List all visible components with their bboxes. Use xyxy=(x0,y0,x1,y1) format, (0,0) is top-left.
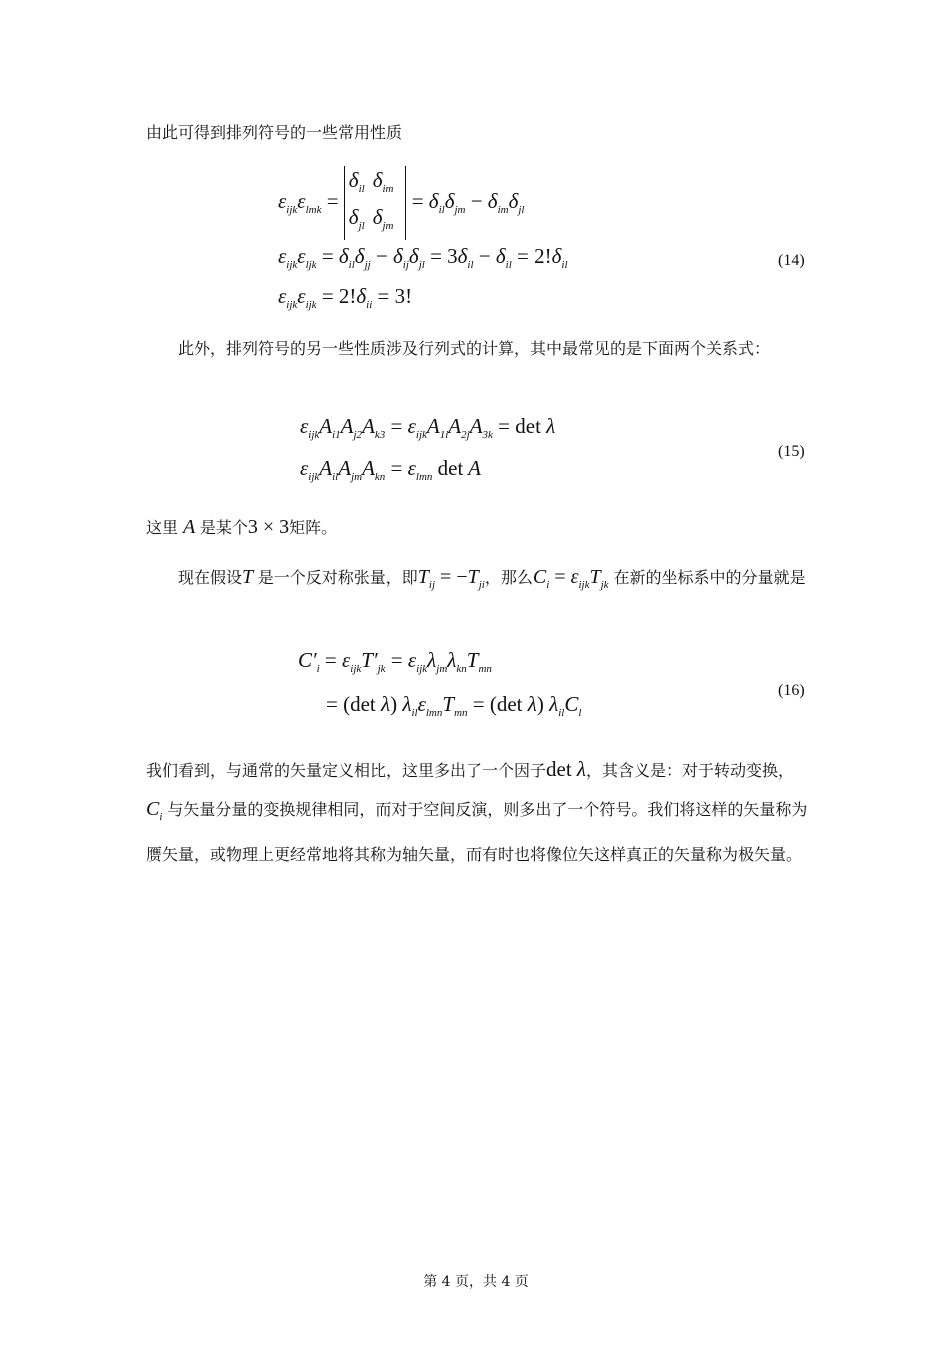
equation-15 xyxy=(300,414,800,494)
paragraph-antisymmetric-tensor: 现在假设T 是一个反对称张量，即$T_{ij} = -T_{ji}$，那么$C_i = \varepsilon_{ijk}T_{jk}$ 在新的坐标系中的分量就是 xyxy=(178,566,806,591)
page-footer: 第 4 页，共 4 页 xyxy=(423,1274,529,1290)
equation-16 xyxy=(298,648,798,734)
eq15-line1: $\varepsilon_{ijk}A_{i1}A_{j2}A_{k3} = \varepsilon_{ijk}A_{1i}A_{2j}A_{3k} = \det \lambda$ xyxy=(300,414,556,442)
eq14-line2: $\varepsilon_{ijk}\varepsilon_{ljk} = \delta_{il}\delta_{jj} - \delta_{ij}\delta_{jl} = 3\delta_{il} - \delta_{il} = 2!\delta_{il}$ xyxy=(278,244,568,272)
intro-paragraph: 由此可得到排列符号的一些常用性质 xyxy=(146,123,403,142)
paragraph-pseudovector: 我们看到，与通常的矢量定义相比，这里多出了一个因子det λ，其含义是：对于转动变换，$C_i$ 与矢量分量的变换规律相同，而对于空间反演，则多出了一个符号。我们将这样的矢量称为赝矢量，或物理上更经常地将其称为轴矢量，而有时也将像位矢这样真正的矢量称为极矢量。 xyxy=(146,757,808,864)
equation-number-14: (14) xyxy=(778,252,805,269)
determinant-matrix: $\delta_{il}$ $\delta_{im}$ $\delta_{jl}$ $\delta_{jm}$ xyxy=(344,166,407,240)
equation-number-16: (16) xyxy=(778,682,805,699)
eq16-line2: = (det λ) $\lambda_{il}\varepsilon_{lmn}T_{mn} = (\det$ λ) $\lambda_{il}C_l$ xyxy=(326,692,582,720)
eq16-line1: $C'_i = \varepsilon_{ijk}T'_{jk} = \varepsilon_{ijk}\lambda_{jm}\lambda_{kn}T_{mn}$ xyxy=(298,648,492,676)
eq14-line1: $\varepsilon_{ijk}\varepsilon_{lmk}$ = $\delta_{il}$ $\delta_{im}$ $\delta_{jl}$ $\delta_{jm}$ = $\delta_{il}\delta_{jm} - \delta_{im}\delta_{jl}$ xyxy=(278,166,524,240)
equation-14 xyxy=(278,160,798,320)
eq15-line2: $\varepsilon_{ijk}A_{il}A_{jm}A_{kn} = \varepsilon_{lmn}$ det A xyxy=(300,456,482,484)
paragraph-matrix-note: 这里 A 是某个3 × 3矩阵。 xyxy=(146,516,338,538)
paragraph-determinant-intro: 此外，排列符号的另一些性质涉及行列式的计算，其中最常见的是下面两个关系式： xyxy=(178,339,771,358)
eq14-line3: $\varepsilon_{ijk}\varepsilon_{ijk} = 2!\delta_{ii} = 3$! xyxy=(278,284,413,312)
equation-number-15: (15) xyxy=(778,443,805,460)
